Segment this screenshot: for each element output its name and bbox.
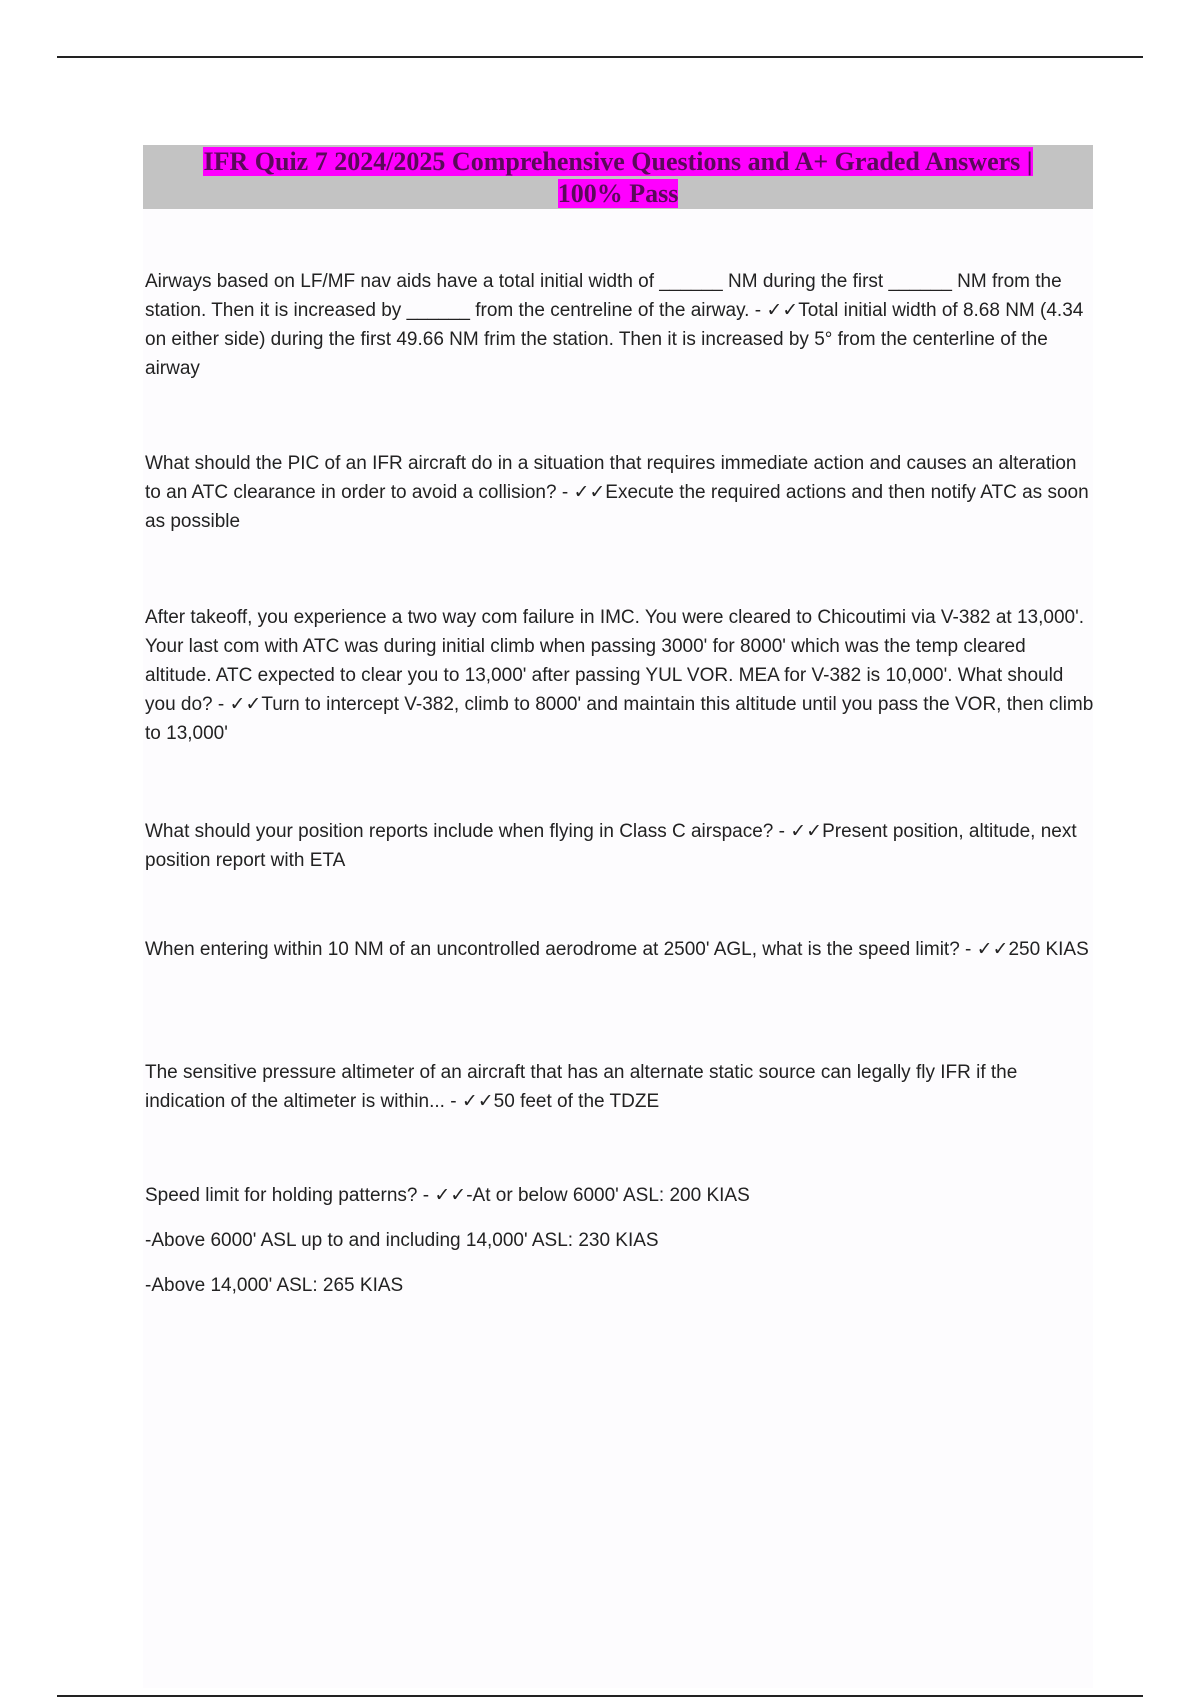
- question-text: What should the PIC of an IFR aircraft do in a situation that requires immediate action and causes an alteration to an ATC clearance in order to avoid a collision? -: [145, 453, 1077, 503]
- footer-rule: [57, 1695, 1143, 1697]
- question-text: When entering within 10 NM of an uncontrolled aerodrome at 2500' AGL, what is the speed limit? -: [145, 939, 977, 960]
- question-text: The sensitive pressure altimeter of an aircraft that has an alternate static source can legally fly IFR if the indication of the altimeter is within... -: [145, 1062, 1018, 1112]
- answer-extra-line: -Above 6000' ASL up to and including 14,000' ASL: 230 KIAS: [145, 1230, 659, 1251]
- question-text: Speed limit for holding patterns? -: [145, 1185, 435, 1206]
- qa-item-2: [145, 449, 1095, 536]
- document-page: [143, 145, 1093, 1688]
- title-line-1: IFR Quiz 7 2024/2025 Comprehensive Questions and A+ Graded Answers |: [203, 147, 1033, 176]
- answer-text: ✓✓Execute the required actions and then notify ATC as soon as possible: [145, 482, 1089, 532]
- header-rule: [57, 56, 1143, 58]
- qa-item-1: [145, 267, 1095, 383]
- question-text: After takeoff, you experience a two way com failure in IMC. You were cleared to Chicoutimi via V-382 at 13,000'. Your last com with ATC was during initial climb when passing 3000' for 8000' which was the temp cleared altitude. ATC expected to clear you to 13,000' after passing YUL VOR. MEA for V-382 is 10,000'. What should you do? -: [145, 607, 1084, 715]
- title-banner: [143, 145, 1093, 209]
- title-line-2: 100% Pass: [557, 179, 679, 208]
- answer-text: ✓✓Turn to intercept V-382, climb to 8000' and maintain this altitude until you pass the VOR, then climb to 13,000': [145, 694, 1094, 744]
- qa-item-3: [145, 603, 1095, 748]
- answer-text: ✓✓-At or below 6000' ASL: 200 KIAS: [434, 1185, 750, 1206]
- answer-text: ✓✓Present position, altitude, next position report with ETA: [145, 821, 1077, 871]
- qa-item-6: [145, 1058, 1095, 1116]
- qa-item-5: [145, 935, 1095, 964]
- qa-item-7: [145, 1181, 1095, 1300]
- answer-text: ✓✓50 feet of the TDZE: [461, 1091, 660, 1112]
- qa-item-4: [145, 817, 1095, 875]
- question-text: What should your position reports include when flying in Class C airspace? -: [145, 821, 791, 842]
- question-text: Airways based on LF/MF nav aids have a total initial width of ______ NM during the first ______ NM from the station. Then it is increased by ______ from the centreline of the airway. -: [145, 271, 1062, 321]
- answer-text: ✓✓250 KIAS: [976, 939, 1089, 960]
- answer-extra-line: -Above 14,000' ASL: 265 KIAS: [145, 1275, 404, 1296]
- answer-text: ✓✓Total initial width of 8.68 NM (4.34 on either side) during the first 49.66 NM frim the station. Then it is increased by 5° from the centerline of the airway: [145, 300, 1084, 379]
